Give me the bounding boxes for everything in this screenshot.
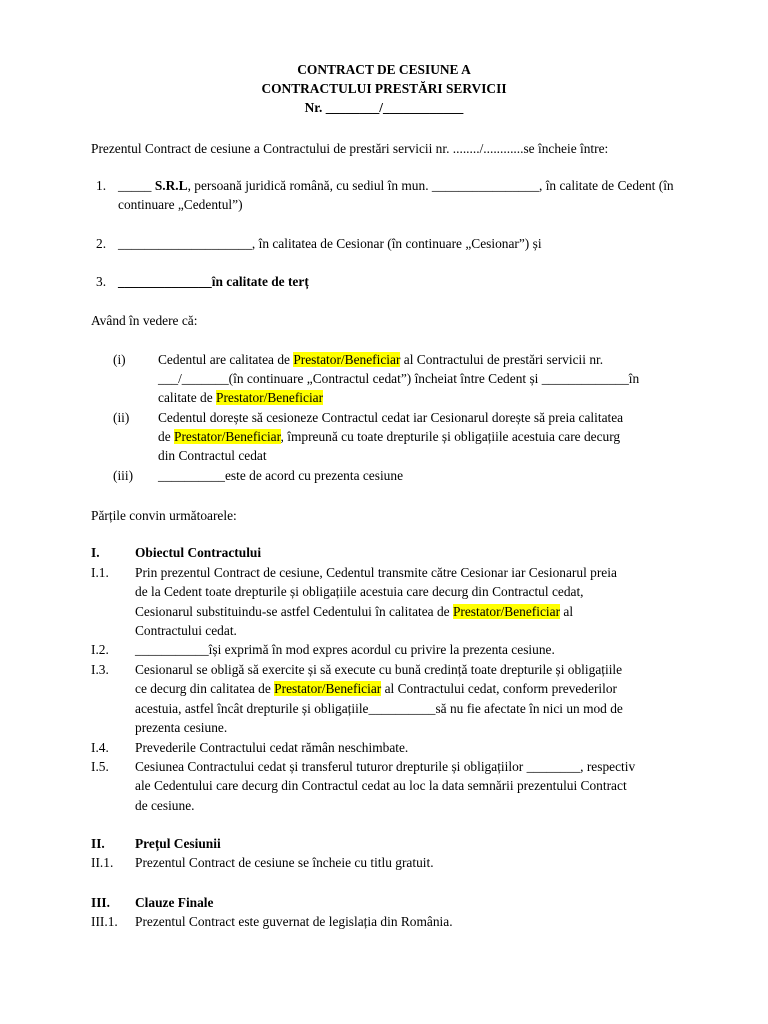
clause-number: I.4. [91,740,109,755]
whereas-number: (ii) [113,410,130,425]
clause-text: ale Cedentului care decurg din Contractul cedat au loc la data semnării prezentului Contract [135,778,627,793]
party-company-type: S.R.L [154,178,188,193]
clause-text [135,679,617,699]
clause-text: Prezentul Contract de cesiune se încheie cu titlu gratuit. [135,855,434,870]
whereas-label: Având în vedere că: [91,313,198,328]
clause-text: ___________își exprimă în mod expres acordul cu privire la prezenta cesiune. [135,642,555,657]
whereas-ii-line2 [158,427,620,447]
clause-text: acestuia, astfel încât drepturile și obligațiile__________să nu fie afectate în nici un mod de [135,701,623,716]
clause-fragment: al Contractului cedat, conform prevederilor [381,681,617,696]
party-cesionar: ____________________, în calitatea de Cesionar (în continuare „Cesionar”) și [118,236,542,251]
contract-subtitle: CONTRACTULUI PRESTĂRI SERVICII [261,81,507,96]
section-title: Clauze Finale [135,895,214,910]
intro-paragraph: Prezentul Contract de cesiune a Contractului de prestări servicii nr. ......../............se încheie între: [91,141,609,156]
highlight-prestator-beneficiar: Prestator/Beneficiar [452,604,561,619]
clause-text [135,602,573,622]
clause-fragment: Cesionarul substituindu-se astfel Cedentului în calitatea de [135,604,453,619]
clause-text: Prezentul Contract este guvernat de legislația din România. [135,914,453,929]
party-blank: _____ [118,178,155,193]
clause-text: prezenta cesiune. [135,720,228,735]
clause-number: I.1. [91,565,109,580]
clause-text: Contractului cedat. [135,623,237,638]
agree-label: Părțile convin următoarele: [91,508,237,523]
whereas-i-line2: ___/_______(în continuare „Contractul cedat”) încheiat între Cedent și _____________în [158,371,640,386]
section-title: Prețul Cesiunii [135,836,221,851]
whereas-i-line1 [158,350,603,370]
whereas-text: Cedentul are calitatea de [158,352,294,367]
section-title: Obiectul Contractului [135,545,262,560]
clause-text: de cesiune. [135,798,195,813]
whereas-text: de [158,429,174,444]
whereas-text: , împreună cu toate drepturile și obligațiile acestuia care decurg [280,429,621,444]
whereas-ii-line1: Cedentul dorește să cesioneze Contractul cedat iar Cesionarul dorește să preia calitatea [158,410,624,425]
highlight-prestator-beneficiar: Prestator/Beneficiar [293,352,401,367]
whereas-i-line3 [158,388,323,408]
contract-title: CONTRACT DE CESIUNE A [297,62,471,77]
party-number: 3. [96,274,107,289]
clause-text: Prevederile Contractului cedat rămân neschimbate. [135,740,409,755]
whereas-text: calitate de [158,390,216,405]
clause-text: Cesionarul se obligă să exercite și să execute cu bună credință toate drepturile și obligațiile [135,662,623,677]
party-cedent-line2: continuare „Cedentul”) [118,197,243,212]
clause-number: I.2. [91,642,109,657]
whereas-iii-line1: __________este de acord cu prezenta cesiune [158,468,404,483]
party-number: 2. [96,236,107,251]
highlight-prestator-beneficiar: Prestator/Beneficiar [274,681,382,696]
party-number: 1. [96,178,107,193]
party-text: , persoană juridică română, cu sediul în mun. ________________, în calitate de Cedent (în [187,178,674,193]
clause-number: I.5. [91,759,109,774]
highlight-prestator-beneficiar: Prestator/Beneficiar [216,390,324,405]
whereas-text: al Contractului de prestări servicii nr. [400,352,604,367]
clause-number: II.1. [91,855,114,870]
contract-number: Nr. ________/____________ [304,100,464,115]
section-number: III. [91,895,110,910]
whereas-number: (iii) [113,468,134,483]
clause-text: Prin prezentul Contract de cesiune, Cedentul transmite către Cesionar iar Cesionarul preia [135,565,617,580]
clause-number: III.1. [91,914,118,929]
clause-number: I.3. [91,662,109,677]
clause-fragment: ce decurg din calitatea de [135,681,275,696]
clause-fragment: al [560,604,574,619]
party-tert: ______________în calitate de terț [118,274,309,289]
section-number: I. [91,545,100,560]
whereas-number: (i) [113,352,126,367]
clause-text: de la Cedent toate drepturile și obligațiile acestuia care decurg din Contractul cedat, [135,584,584,599]
section-number: II. [91,836,105,851]
highlight-prestator-beneficiar: Prestator/Beneficiar [174,429,281,444]
whereas-ii-line3: din Contractul cedat [158,448,267,463]
party-cedent [118,176,680,196]
clause-text: Cesiunea Contractului cedat și transferul tuturor drepturile și obligațiilor ________, respectiv [135,759,636,774]
